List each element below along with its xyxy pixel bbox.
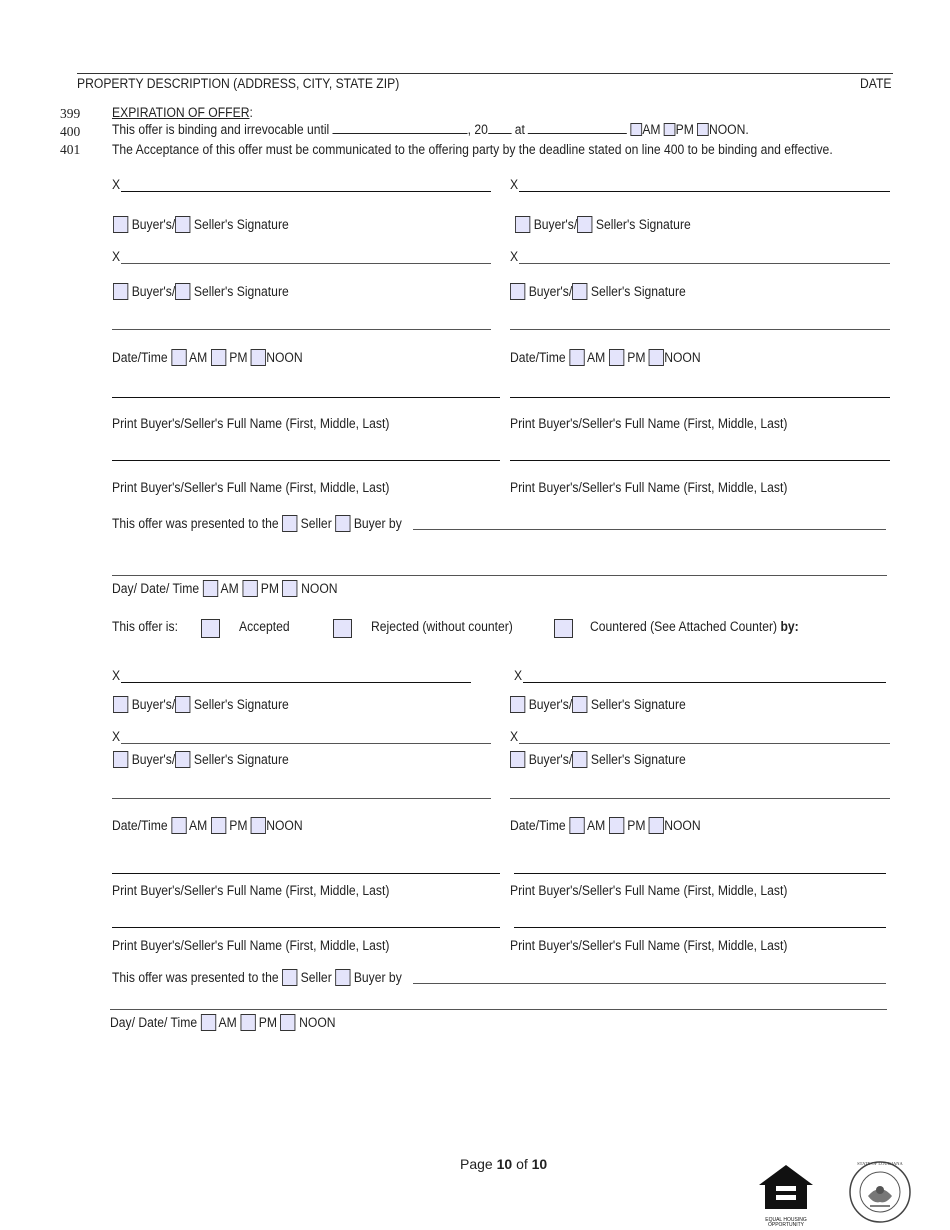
pm-label: PM [229, 818, 248, 833]
pm-label: PM [627, 818, 646, 833]
presented-buyer-by-label: Buyer by [353, 516, 402, 531]
countered-by-label: by: [780, 619, 799, 634]
buyers-label: Buyer's/ [131, 752, 176, 767]
equal-housing-text: EQUAL HOUSING OPPORTUNITY [765, 1217, 807, 1228]
line-number-401: 401 [60, 142, 81, 157]
buyer-checkbox[interactable] [113, 216, 128, 233]
signature-x-mark: X [112, 249, 121, 264]
signature-x-mark: X [112, 729, 121, 744]
buyer-checkbox[interactable] [515, 216, 530, 233]
page-number [460, 1156, 547, 1172]
buyer-checkbox[interactable] [510, 283, 525, 300]
noon-label: NOON [664, 350, 701, 365]
date-time-line[interactable] [510, 798, 890, 799]
print-name-label: Print Buyer's/Seller's Full Name (First, Middle, Last) [112, 938, 390, 953]
print-name-line[interactable] [112, 927, 500, 928]
seller-checkbox[interactable] [175, 283, 190, 300]
print-name-label: Print Buyer's/Seller's Full Name (First, Middle, Last) [510, 883, 788, 898]
signature-role [510, 696, 686, 713]
expiration-heading-text: EXPIRATION OF OFFER [112, 105, 250, 120]
seller-checkbox[interactable] [572, 283, 587, 300]
seal-text: STATE OF LOUISIANA [857, 1161, 903, 1166]
sellers-signature-label: Seller's Signature [590, 752, 686, 767]
noon-checkbox[interactable] [280, 1014, 295, 1031]
louisiana-seal [848, 1160, 912, 1224]
expiration-pm-label: PM [675, 122, 694, 137]
am-checkbox[interactable] [171, 817, 186, 834]
print-name-line[interactable] [510, 397, 890, 398]
print-name-line[interactable] [510, 460, 890, 461]
signature-line[interactable] [121, 263, 491, 264]
line-number-400: 400 [60, 124, 81, 139]
seller-checkbox[interactable] [572, 751, 587, 768]
noon-label: NOON [664, 818, 701, 833]
date-time-row [510, 349, 701, 366]
expiration-heading-colon: : [249, 105, 253, 120]
signature-x-mark: X [510, 249, 519, 264]
page-prefix: Page [460, 1156, 493, 1172]
presented-label: This offer was presented to the [112, 970, 279, 985]
state-seal-icon [848, 1160, 912, 1224]
page-of: of [516, 1156, 528, 1172]
presented-buyer-checkbox[interactable] [335, 969, 350, 986]
buyer-checkbox[interactable] [510, 696, 525, 713]
am-label: AM [586, 350, 606, 365]
page-current: 10 [496, 1156, 513, 1172]
signature-x-mark: X [510, 177, 519, 192]
noon-label: NOON [299, 1015, 336, 1030]
expiration-am-label: AM [642, 122, 661, 137]
buyers-label: Buyer's/ [131, 217, 176, 232]
sellers-signature-label: Seller's Signature [590, 697, 686, 712]
presented-seller-label: Seller [300, 970, 332, 985]
seller-checkbox[interactable] [175, 216, 190, 233]
day-date-time-label: Day/ Date/ Time [110, 1015, 198, 1030]
signature-x-mark: X [514, 668, 523, 683]
noon-label: NOON [266, 818, 303, 833]
signature-role [113, 283, 289, 300]
print-name-label: Print Buyer's/Seller's Full Name (First, Middle, Last) [112, 416, 390, 431]
buyer-checkbox[interactable] [113, 751, 128, 768]
presented-row [112, 969, 402, 986]
equal-housing-house-icon [757, 1163, 815, 1213]
presented-by-line[interactable] [413, 983, 886, 984]
am-label: AM [220, 581, 239, 596]
print-name-label: Print Buyer's/Seller's Full Name (First, Middle, Last) [112, 883, 390, 898]
date-time-row [510, 817, 701, 834]
print-name-label: Print Buyer's/Seller's Full Name (First, Middle, Last) [510, 416, 788, 431]
pm-checkbox[interactable] [211, 817, 226, 834]
expiration-time-blank[interactable] [528, 123, 627, 134]
am-label: AM [218, 1015, 237, 1030]
accepted-label: Accepted [239, 619, 290, 634]
date-time-label: Date/Time [510, 350, 566, 365]
day-date-time-label: Day/ Date/ Time [112, 581, 200, 596]
pm-checkbox[interactable] [211, 349, 226, 366]
expiration-noon-label: NOON. [708, 122, 749, 137]
countered-row [590, 619, 799, 634]
print-name-label: Print Buyer's/Seller's Full Name (First, Middle, Last) [510, 938, 788, 953]
am-checkbox[interactable] [569, 349, 584, 366]
signature-role [113, 696, 289, 713]
buyers-label: Buyer's/ [533, 217, 578, 232]
buyer-checkbox[interactable] [113, 696, 128, 713]
seller-checkbox[interactable] [572, 696, 587, 713]
countered-label: Countered (See Attached Counter) [590, 619, 778, 634]
line-number-399: 399 [60, 106, 81, 121]
at-text: at [514, 122, 525, 137]
accepted-checkbox[interactable] [201, 619, 220, 638]
sellers-signature-label: Seller's Signature [193, 217, 289, 232]
expiration-am-checkbox[interactable] [631, 123, 643, 136]
date-label: DATE [860, 76, 892, 91]
signature-line[interactable] [519, 191, 890, 192]
expiration-pm-checkbox[interactable] [664, 123, 676, 136]
presented-by-line[interactable] [413, 529, 886, 530]
noon-checkbox[interactable] [649, 817, 664, 834]
buyers-label: Buyer's/ [528, 284, 573, 299]
countered-checkbox[interactable] [554, 619, 573, 638]
signature-role [510, 283, 686, 300]
pm-label: PM [258, 1015, 278, 1030]
signature-x-mark: X [112, 177, 121, 192]
sellers-signature-label: Seller's Signature [193, 284, 289, 299]
signature-role [510, 751, 686, 768]
signature-line[interactable] [523, 682, 886, 683]
pm-checkbox[interactable] [242, 580, 257, 597]
signature-line[interactable] [121, 743, 491, 744]
date-time-label: Date/Time [112, 818, 168, 833]
am-label: AM [188, 818, 208, 833]
year-prefix: , 20 [467, 122, 488, 137]
expiration-year-blank[interactable] [488, 123, 511, 134]
expiration-noon-checkbox[interactable] [697, 123, 709, 136]
print-name-line[interactable] [112, 397, 500, 398]
presented-label: This offer was presented to the [112, 516, 279, 531]
day-date-time-line[interactable] [112, 575, 887, 576]
day-date-time-row [112, 580, 338, 597]
seller-checkbox[interactable] [175, 751, 190, 768]
noon-checkbox[interactable] [251, 349, 266, 366]
property-description-label: PROPERTY DESCRIPTION (ADDRESS, CITY, STATE ZIP) [77, 76, 400, 91]
am-checkbox[interactable] [171, 349, 186, 366]
date-time-line[interactable] [112, 798, 491, 799]
presented-row [112, 515, 402, 532]
sellers-signature-label: Seller's Signature [193, 697, 289, 712]
noon-checkbox[interactable] [649, 349, 664, 366]
buyer-checkbox[interactable] [510, 751, 525, 768]
equal-housing-logo [757, 1163, 815, 1228]
print-name-line[interactable] [112, 460, 500, 461]
presented-seller-label: Seller [300, 516, 332, 531]
rejected-label: Rejected (without counter) [371, 619, 513, 634]
binding-line [112, 122, 749, 137]
date-time-label: Date/Time [510, 818, 566, 833]
am-label: AM [188, 350, 208, 365]
print-name-label: Print Buyer's/Seller's Full Name (First, Middle, Last) [112, 480, 390, 495]
signature-role [113, 216, 289, 233]
signature-line[interactable] [519, 263, 890, 264]
date-time-line[interactable] [510, 329, 890, 330]
signature-line[interactable] [121, 682, 471, 683]
seller-checkbox[interactable] [175, 696, 190, 713]
signature-role [113, 751, 289, 768]
date-time-line[interactable] [112, 329, 491, 330]
presented-seller-checkbox[interactable] [282, 515, 297, 532]
signature-x-mark: X [510, 729, 519, 744]
noon-label: NOON [301, 581, 338, 596]
date-time-row [112, 817, 303, 834]
expiration-date-blank[interactable] [333, 123, 468, 134]
signature-line[interactable] [519, 743, 890, 744]
signature-line[interactable] [121, 191, 491, 192]
am-checkbox[interactable] [200, 1014, 215, 1031]
date-time-row [112, 349, 303, 366]
pm-label: PM [229, 350, 248, 365]
date-time-label: Date/Time [112, 350, 168, 365]
am-checkbox[interactable] [569, 817, 584, 834]
expiration-heading [112, 105, 253, 120]
buyers-label: Buyer's/ [131, 284, 176, 299]
acceptance-text: The Acceptance of this offer must be communicated to the offering party by the deadline stated on line 400 to be binding and effective. [112, 142, 833, 157]
buyers-label: Buyer's/ [131, 697, 176, 712]
pm-label: PM [627, 350, 646, 365]
day-date-time-line[interactable] [110, 1009, 887, 1010]
pm-checkbox[interactable] [609, 349, 624, 366]
buyers-label: Buyer's/ [528, 697, 573, 712]
buyer-checkbox[interactable] [113, 283, 128, 300]
pm-checkbox[interactable] [240, 1014, 255, 1031]
rejected-checkbox[interactable] [333, 619, 352, 638]
presented-buyer-by-label: Buyer by [353, 970, 402, 985]
header-rule [77, 73, 893, 74]
signature-x-mark: X [112, 668, 121, 683]
pm-checkbox[interactable] [609, 817, 624, 834]
signature-role [515, 216, 691, 233]
noon-label: NOON [266, 350, 303, 365]
noon-checkbox[interactable] [282, 580, 297, 597]
am-checkbox[interactable] [202, 580, 217, 597]
presented-seller-checkbox[interactable] [282, 969, 297, 986]
offer-status-label: This offer is: [112, 619, 178, 634]
print-name-line[interactable] [112, 873, 500, 874]
sellers-signature-label: Seller's Signature [193, 752, 289, 767]
am-label: AM [586, 818, 606, 833]
sellers-signature-label: Seller's Signature [595, 217, 691, 232]
noon-checkbox[interactable] [251, 817, 266, 834]
presented-buyer-checkbox[interactable] [335, 515, 350, 532]
print-name-line[interactable] [514, 927, 886, 928]
pm-label: PM [260, 581, 280, 596]
seller-checkbox[interactable] [577, 216, 592, 233]
binding-text: This offer is binding and irrevocable until [112, 122, 330, 137]
page-total: 10 [531, 1156, 548, 1172]
sellers-signature-label: Seller's Signature [590, 284, 686, 299]
print-name-line[interactable] [514, 873, 886, 874]
buyers-label: Buyer's/ [528, 752, 573, 767]
print-name-label: Print Buyer's/Seller's Full Name (First, Middle, Last) [510, 480, 788, 495]
day-date-time-row [110, 1014, 336, 1031]
